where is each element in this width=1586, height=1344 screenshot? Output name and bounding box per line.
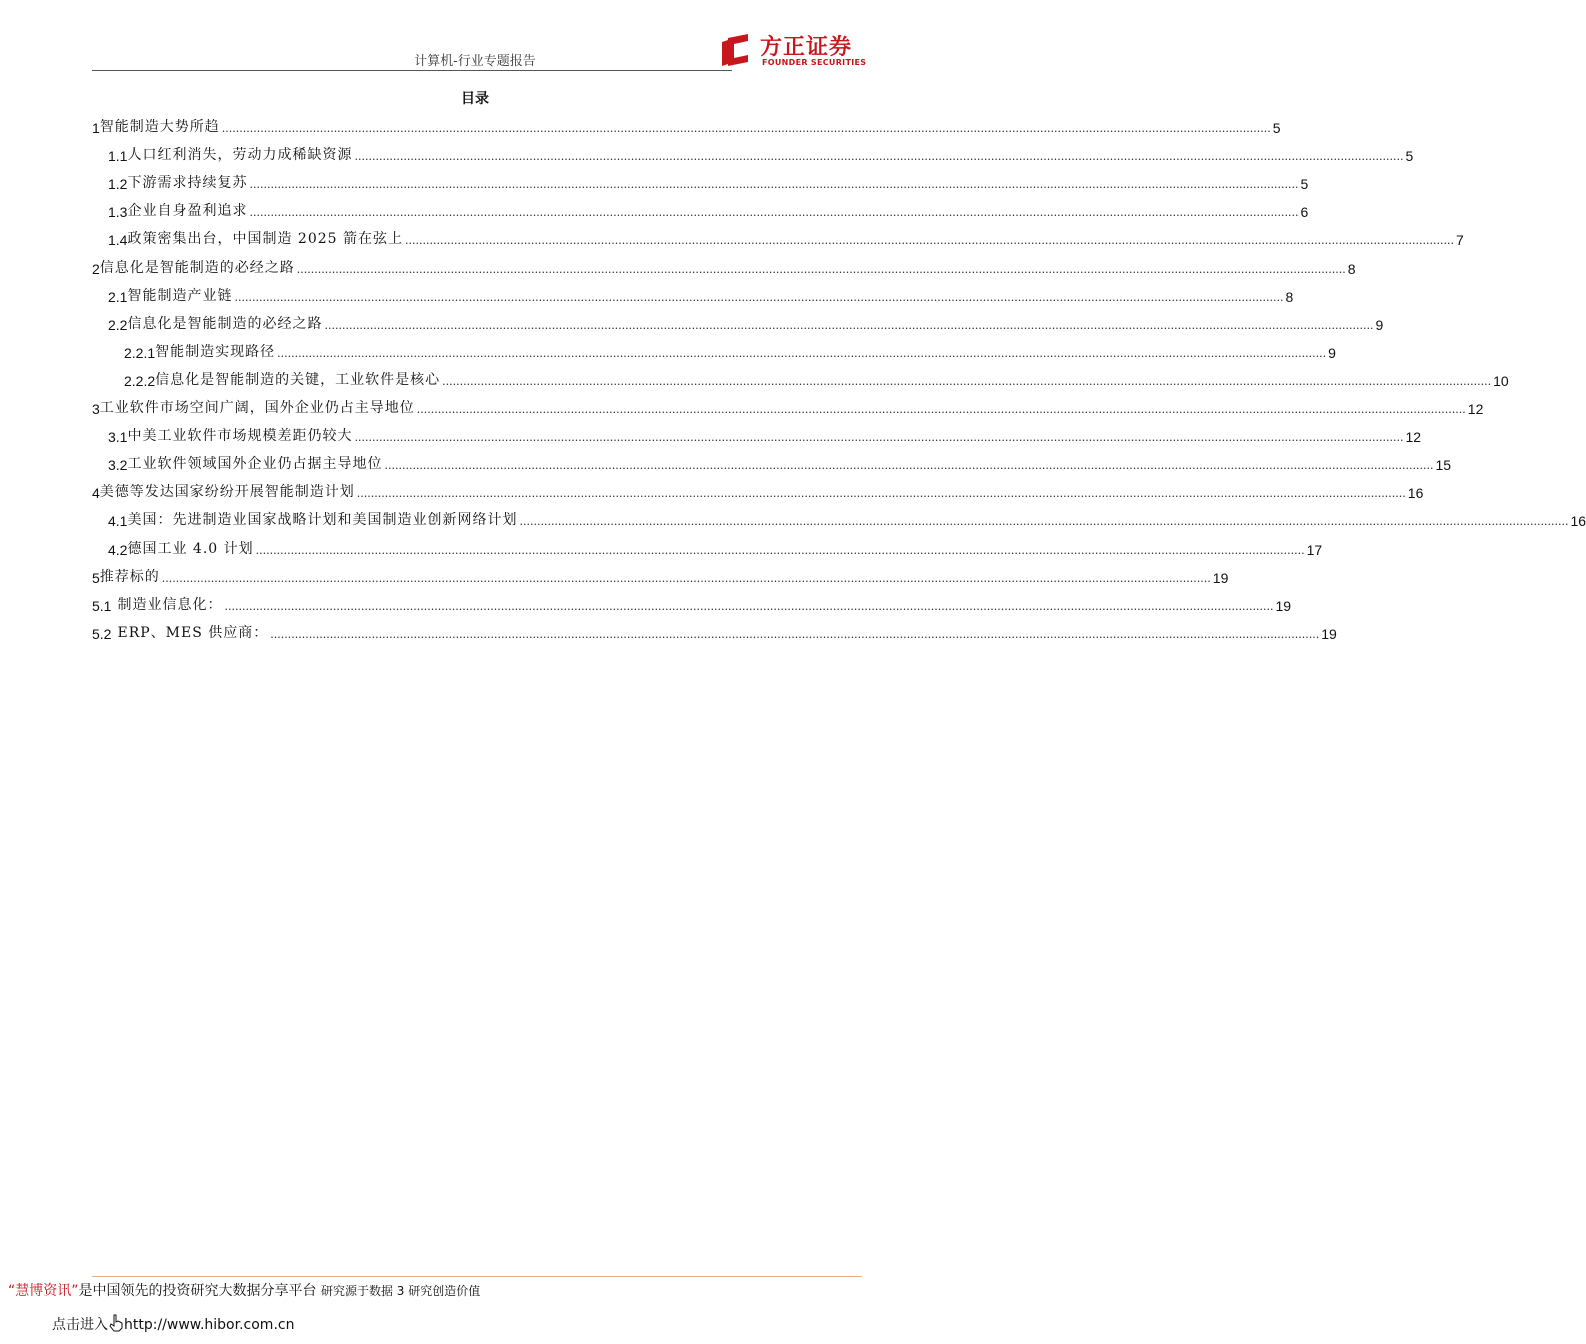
toc-entry[interactable]: [92, 253, 1356, 277]
toc-entry[interactable]: [92, 590, 1292, 614]
toc-entry-label: ERP、MES 供应商：: [117, 624, 269, 641]
toc-entry-number: 4.1: [108, 513, 128, 530]
toc-entry-number: 3.1: [108, 429, 128, 446]
toc-entry-page: 16: [1570, 513, 1586, 530]
toc-entry[interactable]: [108, 449, 1452, 474]
toc-entry-number: 3.2: [108, 457, 128, 474]
toc-entry-label: 信息化是智能制造的必经之路: [99, 259, 295, 276]
toc-leader-dots: ............................................................................................................................................................................................................................................................................................................: [324, 318, 1374, 332]
toc-entry[interactable]: [92, 393, 1484, 417]
toc-entry-label: 工业软件领域国外企业仍占据主导地位: [127, 456, 383, 473]
toc-entry[interactable]: [92, 477, 1424, 502]
toc-entry-number: 1.4: [108, 232, 128, 249]
toc-leader-dots: ............................................................................................................................................................................................................................................................................................................: [249, 178, 1299, 192]
toc-entry[interactable]: [108, 140, 1414, 165]
toc-leader-dots: ............................................................................................................................................................................................................................................................................................................: [416, 403, 1466, 416]
toc-entry-number: 5.1: [92, 597, 112, 614]
toc-entry[interactable]: [92, 112, 1281, 136]
toc-entry-label: 企业自身盈利追求: [127, 203, 248, 220]
toc-entry-label: 制造业信息化：: [117, 596, 223, 613]
footer-enter-label: 点击进入: [52, 1317, 108, 1333]
toc-leader-dots: ............................................................................................................................................................................................................................................................................................................: [234, 290, 1284, 304]
toc-entry[interactable]: [108, 224, 1464, 249]
toc-entry-number: 2: [92, 260, 100, 277]
footer-divider: [92, 1276, 862, 1277]
toc-entry[interactable]: [108, 505, 1586, 530]
toc-entry-label: 智能制造大势所趋: [99, 119, 220, 135]
toc-entry[interactable]: [92, 618, 1337, 642]
toc-entry-number: 4.2: [108, 541, 128, 558]
report-header-title: 计算机-行业专题报告: [414, 54, 536, 69]
toc-entry-label: 智能制造实现路径: [155, 343, 276, 360]
toc-entry-number: 3: [92, 401, 100, 417]
toc-leader-dots: ............................................................................................................................................................................................................................................................................................................: [405, 234, 1454, 248]
founder-logo-icon: [722, 32, 754, 66]
toc-entry-label: 人口红利消失，劳动力成稀缺资源: [127, 147, 353, 164]
toc-leader-dots: ............................................................................................................................................................................................................................................................................................................: [221, 122, 1271, 135]
toc-entry[interactable]: [108, 281, 1294, 305]
toc-leader-dots: ............................................................................................................................................................................................................................................................................................................: [224, 599, 1274, 613]
toc-entry-number: 5.2: [92, 625, 112, 642]
toc-leader-dots: ............................................................................................................................................................................................................................................................................................................: [296, 262, 1346, 276]
toc-entry-number: 2.2: [108, 316, 128, 333]
toc-entry-number: 2.2.2: [124, 372, 156, 389]
footer-slogan: [8, 1280, 480, 1300]
toc-leader-dots: ............................................................................................................................................................................................................................................................................................................: [356, 487, 1406, 501]
toc-entry-page: 15: [1435, 457, 1452, 474]
toc-entry-page: 9: [1375, 316, 1384, 333]
toc-entry-page: 5: [1405, 148, 1414, 165]
toc-entry-page: 19: [1321, 625, 1337, 642]
toc-entry-number: 1.3: [108, 204, 128, 221]
toc-entry-number: 1.1: [108, 148, 128, 165]
toc-entry-number: 4: [92, 485, 100, 502]
toc-entry-label: 德国工业 4.0 计划: [127, 540, 254, 557]
toc-entry-label: 智能制造产业链: [127, 287, 233, 304]
toc-entry-label: 中美工业软件市场规模差距仍较大: [127, 428, 353, 445]
toc-entry-page: 8: [1347, 260, 1356, 277]
toc-entry-page: 5: [1300, 176, 1309, 193]
toc-entry-page: 19: [1275, 597, 1292, 614]
toc-entry-label: 信息化是智能制造的关键，工业软件是核心: [155, 371, 441, 388]
toc-leader-dots: ............................................................................................................................................................................................................................................................................................................: [354, 431, 1404, 445]
toc-leader-dots: ............................................................................................................................................................................................................................................................................................................: [161, 571, 1211, 585]
toc-entry-page: 10: [1493, 372, 1509, 389]
toc-entry-page: 6: [1300, 204, 1309, 221]
toc-entry-number: 1.2: [108, 176, 128, 193]
toc-entry[interactable]: [124, 365, 1509, 389]
toc-entry[interactable]: [108, 421, 1422, 446]
toc-leader-dots: ............................................................................................................................................................................................................................................................................................................: [354, 150, 1404, 164]
toc-entry[interactable]: [108, 196, 1309, 221]
toc-entry-label: 美德等发达国家纷纷开展智能制造计划: [99, 484, 355, 501]
hand-pointer-icon: [108, 1314, 124, 1332]
toc-entry[interactable]: [124, 337, 1336, 361]
toc-entry-label: 下游需求持续复苏: [127, 175, 248, 192]
toc-entry-page: 5: [1272, 120, 1281, 136]
toc-entry-label: 信息化是智能制造的必经之路: [127, 315, 323, 332]
toc-leader-dots: ............................................................................................................................................................................................................................................................................................................: [384, 459, 1434, 473]
toc-entry-page: 12: [1405, 429, 1422, 446]
logo-chinese-name: 方正证券: [760, 35, 853, 60]
footer-tagline: 研究源于数据 3 研究创造价值: [320, 1284, 481, 1298]
footer-link-line[interactable]: [52, 1314, 294, 1334]
logo-english-name: FOUNDER SECURITIES: [762, 58, 867, 67]
toc-entry-number: 1: [92, 120, 100, 136]
footer-slogan-text: 是中国领先的投资研究大数据分享平台: [78, 1283, 317, 1299]
footer-url-link[interactable]: http://www.hibor.com.cn: [124, 1317, 295, 1333]
toc-leader-dots: ............................................................................................................................................................................................................................................................................................................: [442, 374, 1492, 388]
toc-entry-number: 5: [92, 569, 100, 586]
toc-entry[interactable]: [108, 534, 1323, 558]
toc-entry-page: 16: [1407, 485, 1424, 502]
toc-entry[interactable]: [108, 168, 1309, 193]
toc-leader-dots: ............................................................................................................................................................................................................................................................................................................: [249, 206, 1299, 220]
toc-entry-label: 推荐标的: [99, 568, 160, 585]
toc-entry-page: 17: [1306, 541, 1323, 558]
toc-entry-number: 2.1: [108, 288, 128, 305]
toc-entry-page: 9: [1328, 344, 1336, 361]
toc-entry[interactable]: [92, 562, 1229, 586]
toc-leader-dots: ............................................................................................................................................................................................................................................................................................................: [519, 515, 1569, 529]
toc-entry[interactable]: [108, 309, 1384, 333]
header-divider: [92, 70, 732, 71]
toc-entry-number: 2.2.1: [124, 344, 156, 361]
toc-entry-page: 19: [1212, 569, 1229, 586]
toc-entry-page: 7: [1455, 232, 1464, 249]
toc-leader-dots: ............................................................................................................................................................................................................................................................................................................: [255, 543, 1305, 557]
footer-brand: “慧博资讯”: [8, 1283, 79, 1299]
founder-securities-logo: [722, 30, 867, 70]
toc-title: 目录: [461, 91, 489, 107]
toc-entry-label: 政策密集出台，中国制造 2025 箭在弦上: [127, 231, 403, 248]
toc-leader-dots: ............................................................................................................................................................................................................................................................................................................: [277, 346, 1327, 360]
toc-entry-label: 美国：先进制造业国家战略计划和美国制造业创新网络计划: [127, 512, 518, 529]
toc-entry-page: 12: [1467, 401, 1484, 417]
toc-entry-label: 工业软件市场空间广阔，国外企业仍占主导地位: [99, 400, 415, 416]
toc-leader-dots: ............................................................................................................................................................................................................................................................................................................: [270, 627, 1320, 641]
toc-entry-page: 8: [1285, 288, 1294, 305]
